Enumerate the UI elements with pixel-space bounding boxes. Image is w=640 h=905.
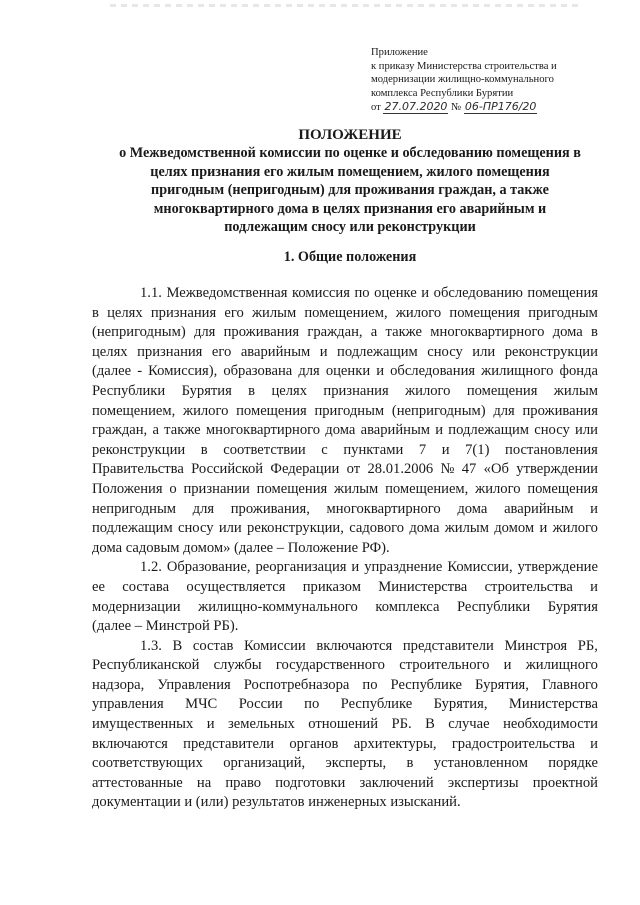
word: и xyxy=(590,735,598,752)
word: состав xyxy=(192,637,234,654)
word: помещения xyxy=(466,382,538,399)
number-prefix: № xyxy=(451,102,462,114)
appendix-order-line: к приказу Министерства строительства и xyxy=(371,60,557,72)
text-line xyxy=(92,695,598,715)
appendix-label: Приложение xyxy=(371,47,428,58)
word: а xyxy=(152,422,159,439)
word: соответствии xyxy=(223,441,306,458)
word: подлежащим xyxy=(448,422,530,439)
word: по xyxy=(304,696,320,713)
word: по xyxy=(362,676,378,693)
section-heading: 1. Общие положения xyxy=(283,249,417,265)
word: строительного xyxy=(399,657,490,674)
scan-artifact-line xyxy=(110,4,580,7)
word: модернизации xyxy=(92,598,181,615)
text-line xyxy=(92,676,598,696)
word: осуществляется xyxy=(186,578,286,595)
document-body xyxy=(92,284,598,813)
word: аттестованные xyxy=(92,774,183,791)
word: жилищного xyxy=(481,363,554,380)
word: представители xyxy=(402,637,494,654)
word: подготовки xyxy=(275,774,346,791)
word: также xyxy=(385,324,423,341)
word: архитектуры, xyxy=(353,735,437,752)
word: приказом xyxy=(302,578,361,595)
word: признания xyxy=(137,343,203,360)
text-line xyxy=(92,421,598,441)
word: Комиссии, xyxy=(447,559,513,576)
word: реконструкции, xyxy=(247,520,344,537)
word: РБ, xyxy=(577,637,598,654)
text-line xyxy=(92,637,598,657)
word: и xyxy=(435,422,444,439)
word: утверждении xyxy=(516,461,598,478)
word: и xyxy=(206,716,215,733)
word: или xyxy=(218,520,242,537)
handwritten-date: 27.07.2020 xyxy=(384,100,448,114)
word: имущественных xyxy=(92,716,194,733)
word: комиссия xyxy=(292,285,350,301)
appendix-republic-line: комплекса Республики Бурятии xyxy=(371,87,514,99)
word: службы xyxy=(213,657,262,674)
word: реконструкции xyxy=(92,441,186,458)
text-line xyxy=(92,656,598,676)
word: организаций, xyxy=(223,755,306,772)
word: садового xyxy=(349,520,405,537)
text-line xyxy=(92,519,598,539)
word: сносу xyxy=(178,520,214,537)
word: помещения xyxy=(236,402,307,419)
word: и xyxy=(441,441,450,458)
word: 7 xyxy=(418,441,427,458)
word: отношений xyxy=(308,716,378,733)
text-line xyxy=(92,304,598,324)
word: государственного xyxy=(275,657,385,674)
word: В xyxy=(425,716,435,733)
word: Республики xyxy=(92,382,166,399)
word: подлежащим xyxy=(337,343,418,360)
word: целях xyxy=(107,304,143,321)
word: пунктами xyxy=(343,441,404,458)
word: надзора, xyxy=(92,676,145,693)
text-line xyxy=(92,598,598,618)
word: признания xyxy=(323,382,389,399)
title-line: многоквартирного дома в целях признания его аварийным и xyxy=(153,200,547,217)
word: 1.3. xyxy=(140,637,162,654)
word: многоквартирного xyxy=(326,500,441,517)
word: помещения xyxy=(449,304,520,321)
document-title-block xyxy=(100,126,600,236)
word: и xyxy=(319,343,328,360)
word: и xyxy=(376,363,385,380)
word: постановления xyxy=(505,441,598,458)
word: № xyxy=(440,461,455,478)
word: с xyxy=(321,441,328,458)
word: и xyxy=(590,500,598,517)
word: для xyxy=(192,500,215,517)
text-line: дома садовым домом» (далее – Положение РФ). xyxy=(92,539,390,556)
word: или xyxy=(472,343,496,360)
word: Бурятия xyxy=(547,598,598,615)
word: Комиссии xyxy=(244,637,306,654)
word: Министерства xyxy=(378,578,468,595)
word: помещения xyxy=(256,480,328,497)
word: 1.2. xyxy=(140,559,162,576)
word: (непригодным) xyxy=(92,324,186,341)
word: в xyxy=(406,755,414,772)
word: (непригодным) xyxy=(391,402,486,419)
word: и xyxy=(539,520,548,537)
word: проживания, xyxy=(230,500,310,517)
word: Комиссия), xyxy=(148,363,218,380)
word: на xyxy=(196,774,212,791)
text-line xyxy=(92,500,598,520)
title-line: целях признания его жилым помещением, жилого помещения xyxy=(150,163,550,180)
title-line: пригодным (непригодным) для проживания граждан, а также xyxy=(151,182,549,199)
word: заключений xyxy=(359,774,434,791)
word: Положения xyxy=(92,480,163,497)
word: порядке xyxy=(548,755,598,772)
word: аварийным xyxy=(360,422,431,439)
word: Главного xyxy=(541,676,598,693)
word: Бурятия, xyxy=(433,696,488,713)
word: Управления xyxy=(157,676,231,693)
word: домом xyxy=(494,520,535,537)
word: включаются xyxy=(92,735,168,752)
appendix-date-line xyxy=(371,100,601,115)
word: целях xyxy=(92,343,128,360)
word: 1.1. xyxy=(140,285,162,301)
word: Российской xyxy=(191,461,264,478)
word: и xyxy=(503,657,512,674)
word: помещением, xyxy=(304,304,388,321)
text-line xyxy=(92,480,598,500)
word: Республиканской xyxy=(92,657,200,674)
word: Бурятия, xyxy=(475,676,529,693)
word: по xyxy=(354,285,370,301)
word: пригодным xyxy=(314,402,385,419)
text-line xyxy=(92,558,598,578)
text-line xyxy=(92,754,598,774)
word: (далее xyxy=(92,363,132,380)
text-line xyxy=(92,323,598,343)
word: его xyxy=(224,304,244,321)
word: и xyxy=(590,578,598,595)
word: сносу xyxy=(427,343,463,360)
word: в xyxy=(92,304,99,321)
word: эксперты, xyxy=(325,755,387,772)
word: обследованию xyxy=(433,285,523,301)
word: случае xyxy=(448,716,490,733)
word: необходимости xyxy=(503,716,598,733)
word: жилым xyxy=(334,480,379,497)
appendix-ministry-line: модернизации жилищно-коммунального xyxy=(371,74,554,86)
word: Республике xyxy=(340,696,413,713)
word: представители xyxy=(183,735,275,752)
word: 47 xyxy=(461,461,477,478)
word: для xyxy=(193,324,216,341)
word: оценке xyxy=(374,285,417,301)
text-line xyxy=(92,578,598,598)
word: аварийным xyxy=(504,500,574,517)
word: в xyxy=(248,382,256,399)
text-line: документации и (или) результатов инженерных изысканий. xyxy=(92,794,461,811)
word: экспертизы xyxy=(447,774,519,791)
word: пригодным xyxy=(528,304,598,321)
word: 7(1) xyxy=(465,441,490,458)
word: Бурятия xyxy=(181,382,232,399)
text-line xyxy=(92,343,598,363)
word: строительства xyxy=(484,578,573,595)
word: Минстроя xyxy=(504,637,568,654)
word: градостроительства xyxy=(451,735,575,752)
text-line xyxy=(92,362,598,382)
word: в xyxy=(591,324,598,341)
word: «Об xyxy=(483,461,509,478)
title-line: о Межведомственной комиссии по оценке и обследованию помещения в xyxy=(119,145,581,162)
word: его xyxy=(211,343,232,360)
text-line xyxy=(92,735,598,755)
word: многоквартирного xyxy=(430,324,545,341)
word: Республики xyxy=(456,598,531,615)
paragraph-1-1 xyxy=(92,284,598,558)
word: жилого xyxy=(552,520,598,537)
word: комплекса xyxy=(375,598,440,615)
word: состава xyxy=(122,578,170,595)
text-line: (далее – Минстрой РБ). xyxy=(92,618,239,635)
word: для xyxy=(493,402,515,419)
word: В xyxy=(172,637,183,654)
word: в xyxy=(200,441,208,458)
text-line xyxy=(92,715,598,735)
word: образована xyxy=(223,363,293,380)
word: оценки xyxy=(325,363,371,380)
word: сносу xyxy=(534,422,570,439)
word: граждан, xyxy=(92,422,148,439)
date-prefix: от xyxy=(371,102,381,114)
word: для xyxy=(298,363,320,380)
word: Межведомственная xyxy=(166,285,288,301)
word: и xyxy=(421,285,430,301)
word: дома xyxy=(409,520,440,537)
paragraph-1-2 xyxy=(92,558,598,636)
word: Правительства xyxy=(92,461,184,478)
word: непригодным xyxy=(92,500,176,517)
text-line xyxy=(92,402,598,422)
word: целях xyxy=(271,382,308,399)
paragraph-1-3 xyxy=(92,637,598,813)
word: жилого xyxy=(475,480,521,497)
word: и xyxy=(351,559,360,576)
word: Роспотребназора xyxy=(243,676,350,693)
word: помещением, xyxy=(385,480,469,497)
word: фонда xyxy=(559,363,598,380)
word: а xyxy=(370,324,378,341)
word: жилого xyxy=(395,304,442,321)
word: подлежащим xyxy=(92,520,173,537)
word: - xyxy=(137,363,143,380)
word: обследования xyxy=(390,363,476,380)
word: России xyxy=(238,696,283,713)
word: включаются xyxy=(316,637,393,654)
word: жилищного xyxy=(525,657,598,674)
word: признании xyxy=(183,480,250,497)
word: Республике xyxy=(390,676,463,693)
word: от xyxy=(346,461,361,478)
word: проектной xyxy=(532,774,598,791)
word: жилого xyxy=(405,382,451,399)
word: реконструкции xyxy=(504,343,598,360)
word: ее xyxy=(92,578,105,595)
appendix-block xyxy=(371,46,601,115)
word: многоквартирного xyxy=(205,422,321,439)
text-line xyxy=(92,441,598,461)
word: помещения xyxy=(527,285,598,301)
word: право xyxy=(225,774,262,791)
word: МЧС xyxy=(185,696,218,713)
word: проживания xyxy=(522,402,598,419)
word: проживания xyxy=(223,324,300,341)
word: Министерства xyxy=(508,696,598,713)
title-line: подлежащим сносу или реконструкции xyxy=(224,219,476,236)
word: жилым xyxy=(444,520,489,537)
word: Федерации xyxy=(270,461,340,478)
word: управления xyxy=(92,696,164,713)
document-title: ПОЛОЖЕНИЕ xyxy=(298,127,402,143)
word: Образование, xyxy=(166,559,251,576)
word: органов xyxy=(289,735,339,752)
word: соответствующих xyxy=(92,755,203,772)
word: граждан, xyxy=(307,324,363,341)
word: РБ. xyxy=(391,716,412,733)
word: реорганизация xyxy=(255,559,347,576)
word: жилым xyxy=(251,304,297,321)
word: установленном xyxy=(433,755,528,772)
word: о xyxy=(169,480,177,497)
word: дома xyxy=(325,422,356,439)
handwritten-number: 06-ПР176/20 xyxy=(464,100,537,114)
word: земельных xyxy=(228,716,295,733)
word: помещения xyxy=(527,480,598,497)
text-line xyxy=(92,774,598,794)
word: также xyxy=(164,422,201,439)
word: дома xyxy=(552,324,583,341)
text-line xyxy=(92,284,598,304)
word: помещением, xyxy=(92,402,176,419)
word: упразднение xyxy=(364,559,443,576)
word: признания xyxy=(150,304,217,321)
word: аварийным xyxy=(240,343,311,360)
text-line xyxy=(92,382,598,402)
word: утверждение xyxy=(517,559,598,576)
word: или xyxy=(575,422,598,439)
word: жилого xyxy=(182,402,229,419)
word: дома xyxy=(457,500,488,517)
word: жилищно-коммунального xyxy=(198,598,358,615)
word: жилым xyxy=(553,382,598,399)
text-line xyxy=(92,460,598,480)
word: 28.01.2006 xyxy=(367,461,434,478)
